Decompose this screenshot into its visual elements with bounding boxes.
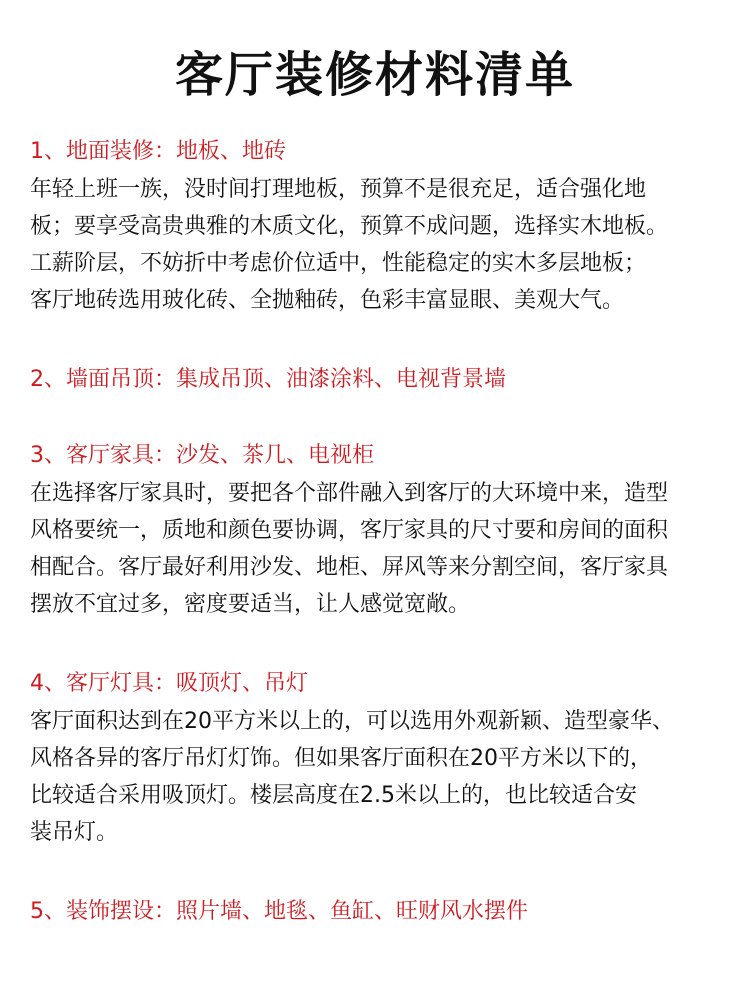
section-heading: 3、客厅家具：沙发、茶几、电视柜 xyxy=(30,443,374,468)
body-line: 装吊灯。 xyxy=(30,820,119,845)
body-line: 在选择客厅家具时，要把各个部件融入到客厅的大环境中来，造型 xyxy=(30,481,669,506)
page-title: 客厅装修材料清单 xyxy=(174,47,575,103)
body-line: 年轻上班一族，没时间打理地板，预算不是很充足，适合强化地 xyxy=(30,177,647,202)
body-line: 摆放不宜过多，密度要适当，让人感觉宽敞。 xyxy=(30,592,471,617)
body-line: 风格要统一，质地和颜色要协调，客厅家具的尺寸要和房间的面积 xyxy=(30,518,669,543)
section-heading: 2、墙面吊顶：集成吊顶、油漆涂料、电视背景墙 xyxy=(30,367,506,392)
body-line: 工薪阶层，不妨折中考虑价位适中，性能稳定的实木多层地板； xyxy=(30,251,647,276)
section-decor xyxy=(30,893,742,931)
body-line: 客厅地砖选用玻化砖、全抛釉砖，色彩丰富显眼、美观大气。 xyxy=(30,288,625,313)
body-line: 相配合。客厅最好利用沙发、地柜、屏风等来分割空间，客厅家具 xyxy=(30,555,669,580)
section-flooring xyxy=(30,133,742,319)
body-line: 风格各异的客厅吊灯灯饰。但如果客厅面积在20平方米以下的， xyxy=(30,746,652,771)
section-heading: 5、装饰摆设：照片墙、地毯、鱼缸、旺财风水摆件 xyxy=(30,899,528,924)
section-heading: 4、客厅灯具：吸顶灯、吊灯 xyxy=(30,671,308,696)
body-line: 板；要享受高贵典雅的木质文化，预算不成问题，选择实木地板。 xyxy=(30,214,669,239)
section-lighting xyxy=(30,665,742,851)
body-line: 比较适合采用吸顶灯。楼层高度在2.5米以上的，也比较适合安 xyxy=(30,783,637,808)
body-line: 客厅面积达到在20平方米以上的，可以选用外观新颖、造型豪华、 xyxy=(30,709,674,734)
section-heading: 1、地面装修：地板、地砖 xyxy=(30,139,286,164)
section-furniture xyxy=(30,437,742,623)
section-wall-ceiling xyxy=(30,361,742,399)
